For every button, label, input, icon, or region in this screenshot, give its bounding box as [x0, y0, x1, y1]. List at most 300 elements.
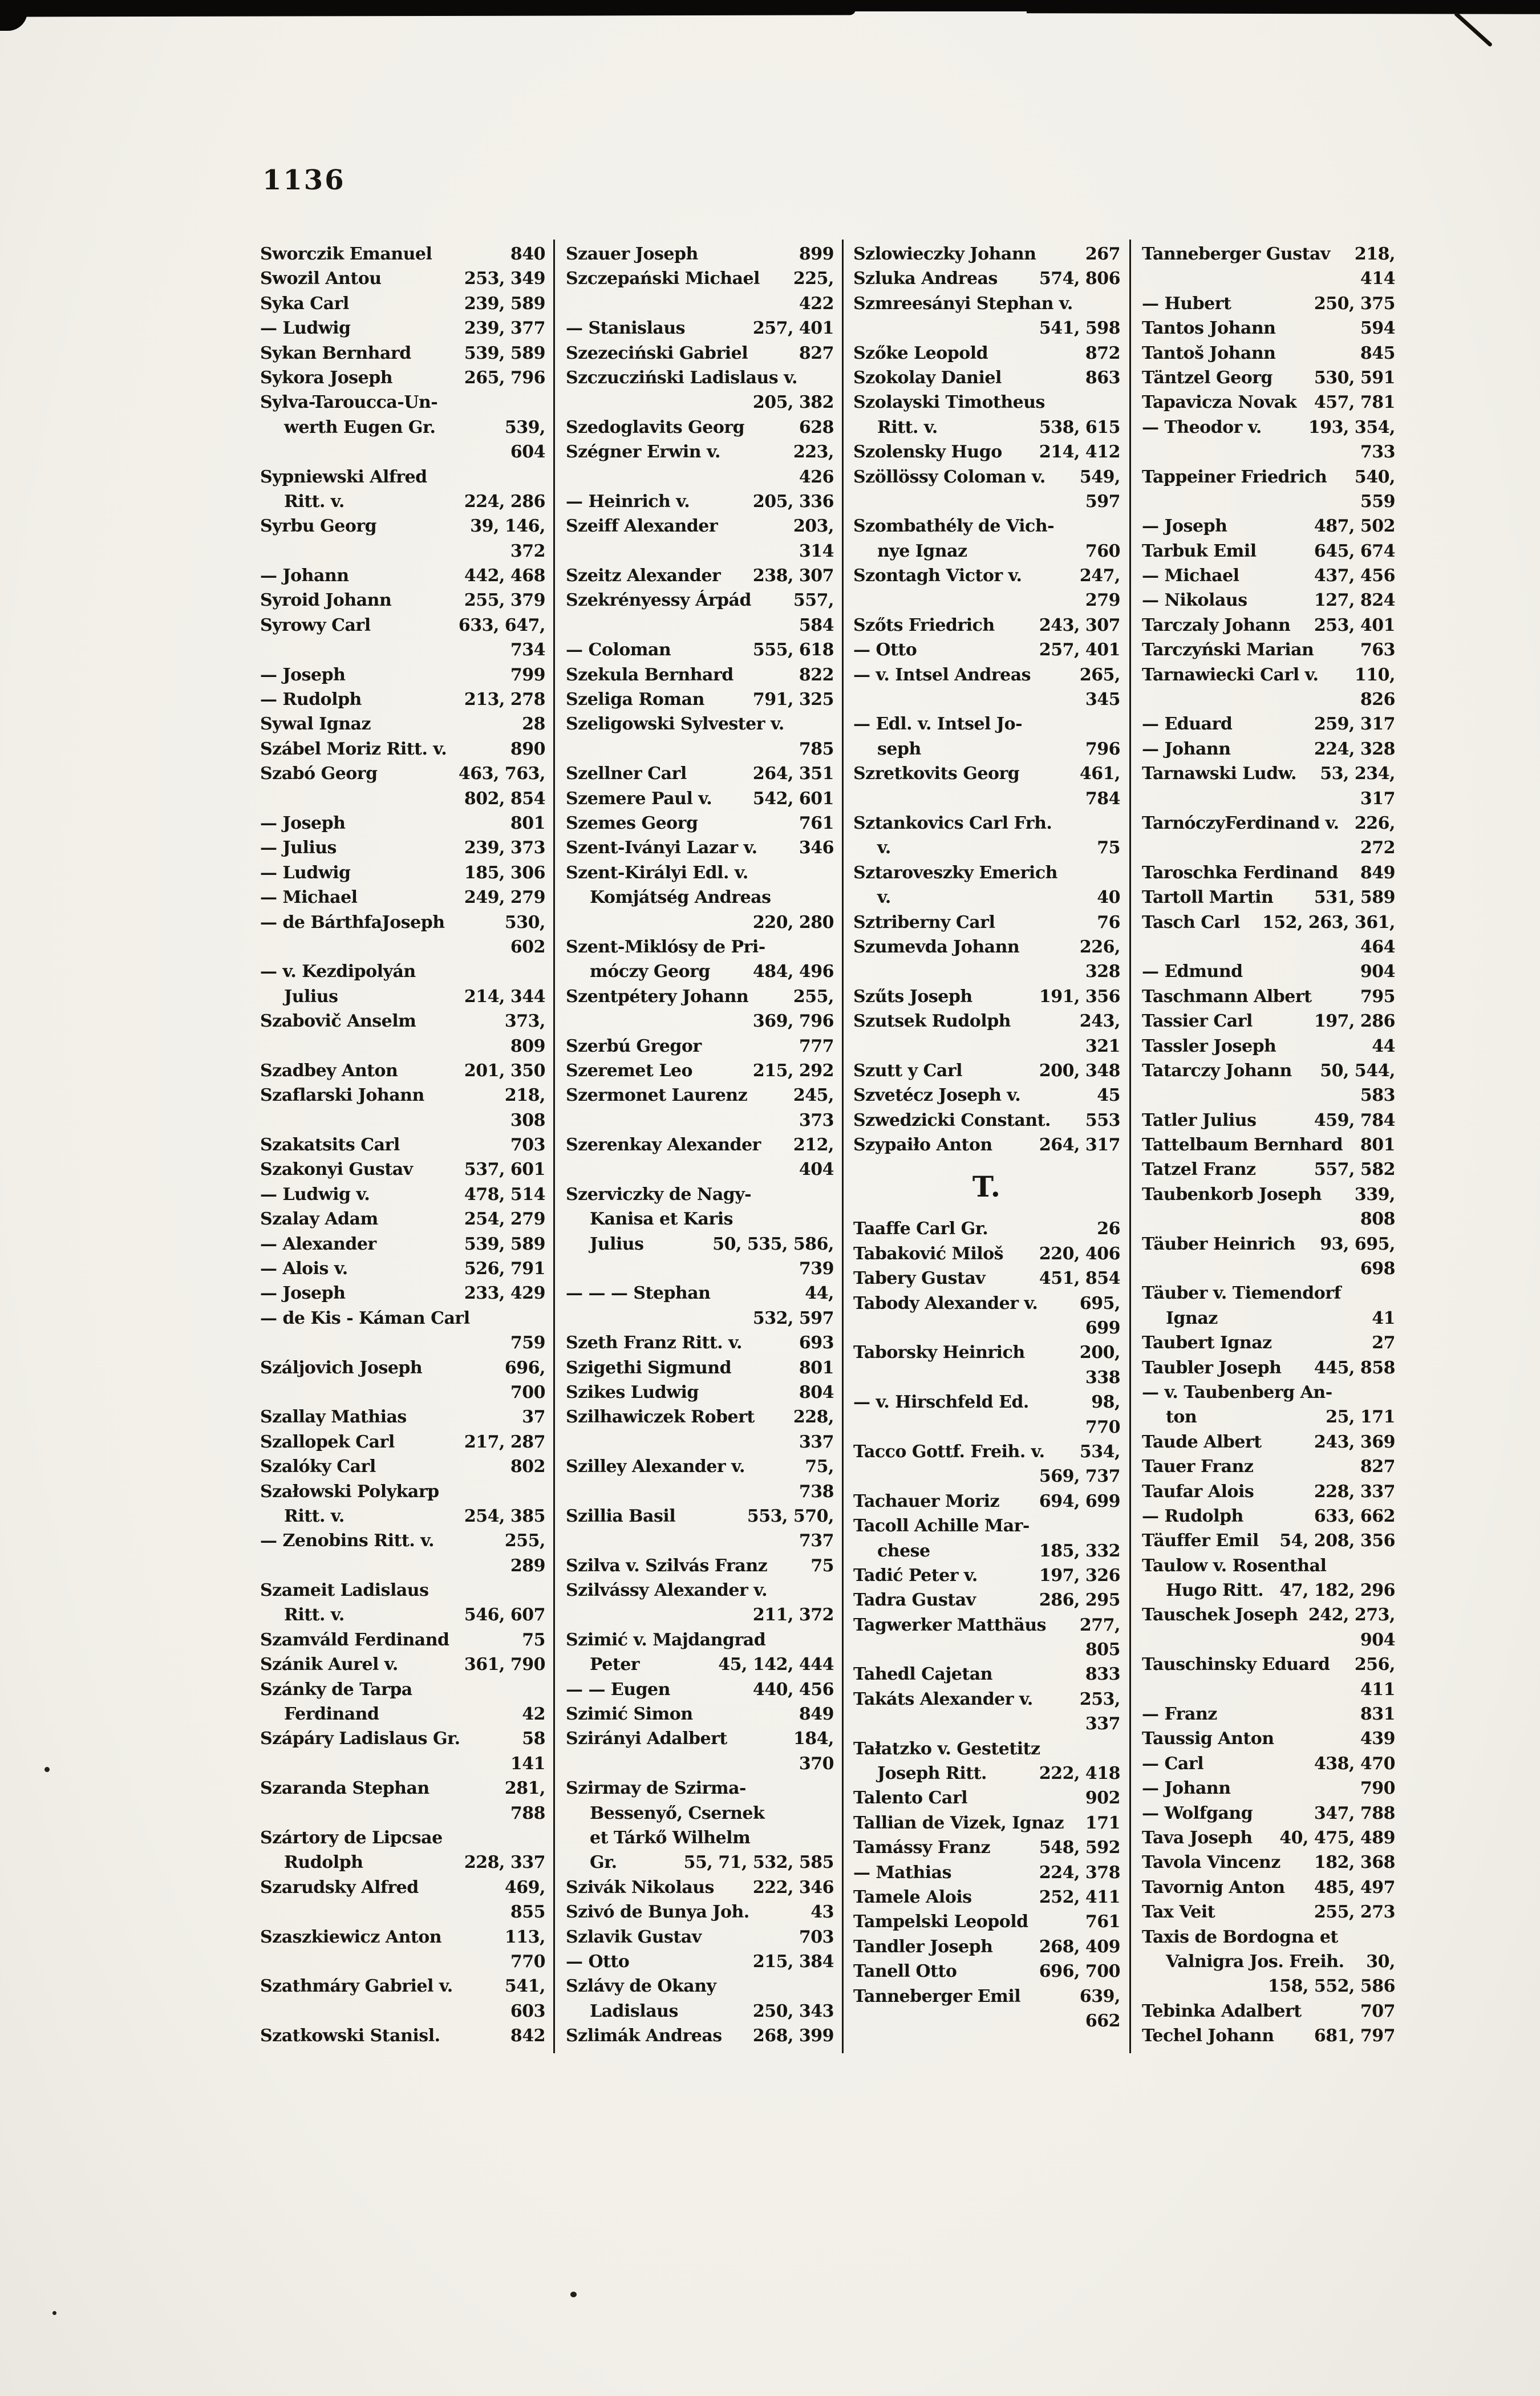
entry-name: Szeitz Alexander — [566, 566, 721, 586]
entry-name: Sztaroveszky Emerich — [853, 862, 1057, 883]
entry-pages: 696, — [504, 1357, 545, 1378]
entry-pages: 212, — [793, 1135, 834, 1156]
index-entry — [1142, 1059, 1395, 1083]
entry-pages: 633, 647, — [458, 615, 545, 635]
index-entry — [566, 1801, 834, 1826]
entry-pages: 289 — [510, 1555, 545, 1576]
index-entry — [853, 1984, 1120, 2009]
entry-pages: 842 — [510, 2026, 545, 2046]
index-entry — [853, 761, 1120, 786]
entry-name: Kanisa et Karis — [590, 1209, 733, 1230]
index-entry — [260, 1529, 545, 1553]
entry-pages: 42 — [522, 1704, 545, 1725]
entry-pages: 228, — [793, 1407, 834, 1428]
entry-name: Szimić Simon — [566, 1704, 693, 1725]
entry-name: Sztankovics Carl Frh. — [853, 813, 1052, 833]
entry-pages: 239, 377 — [464, 318, 545, 339]
entry-name: v. — [877, 838, 891, 858]
index-entry — [1142, 1454, 1395, 1479]
entry-name: Bessenyő, Csernek — [590, 1803, 765, 1823]
entry-pages: 645, 674 — [1314, 541, 1395, 561]
entry-pages: 761 — [799, 813, 834, 833]
entry-pages: 530, — [504, 912, 545, 933]
entry-name: — de Kis - Káman Carl — [260, 1308, 470, 1328]
entry-name: Syrowy Carl — [260, 615, 371, 635]
index-entry — [1142, 1479, 1395, 1504]
index-entry — [1142, 984, 1395, 1009]
index-entry — [1142, 1157, 1395, 1182]
entry-pages: 662 — [1085, 2010, 1120, 2031]
entry-pages: 253, 349 — [464, 269, 545, 289]
entry-pages: 214, 344 — [464, 986, 545, 1007]
index-entry — [1142, 1949, 1395, 1974]
index-entry — [1142, 266, 1395, 291]
entry-pages: 224, 328 — [1314, 739, 1395, 759]
index-entry — [260, 959, 545, 984]
index-entry — [260, 1133, 545, 1157]
entry-name: — Wolfgang — [1142, 1803, 1253, 1823]
index-entry — [566, 1826, 834, 1850]
index-entry — [1142, 1776, 1395, 1801]
index-entry — [1142, 1182, 1395, 1207]
entry-pages: 822 — [799, 664, 834, 685]
index-entry — [853, 341, 1120, 366]
index-entry — [853, 811, 1120, 836]
entry-pages: 804 — [799, 1382, 834, 1402]
index-entry — [1142, 861, 1395, 885]
entry-name: — Carl — [1142, 1753, 1203, 1774]
entry-name: Ritt. v. — [877, 417, 938, 437]
index-entry — [260, 489, 545, 514]
entry-pages: 200, 348 — [1039, 1060, 1120, 1081]
entry-name: Ritt. v. — [284, 1605, 345, 1625]
index-entry — [260, 1652, 545, 1677]
entry-name: Szápáry Ladislaus Gr. — [260, 1729, 460, 1749]
entry-name: — Ludwig v. — [260, 1184, 370, 1205]
entry-pages: 308 — [510, 1110, 545, 1130]
index-entry — [853, 1365, 1120, 1390]
index-entry — [853, 1291, 1120, 1316]
entry-pages: 541, 598 — [1039, 318, 1120, 339]
entry-pages: 40, 475, 489 — [1279, 1828, 1395, 1848]
index-entry — [853, 2009, 1120, 2033]
entry-pages: 763 — [1360, 640, 1395, 660]
entry-pages: 27 — [1372, 1333, 1395, 1353]
entry-name: — Otto — [853, 640, 917, 660]
index-entry — [1142, 1999, 1395, 2024]
index-entry — [853, 935, 1120, 959]
entry-name: Tahedl Cajetan — [853, 1664, 992, 1685]
entry-pages: 849 — [1360, 862, 1395, 883]
index-entry — [566, 1133, 834, 1157]
index-entry — [1142, 1331, 1395, 1355]
index-entry — [853, 1217, 1120, 1241]
index-entry — [566, 638, 834, 662]
index-entry — [260, 712, 545, 736]
index-entry — [566, 1306, 834, 1331]
index-entry — [1142, 539, 1395, 563]
entry-name: Szivó de Bunya Joh. — [566, 1902, 749, 1923]
entry-name: — Joseph — [260, 1283, 346, 1304]
entry-name: — v. Kezdipolyán — [260, 962, 416, 982]
entry-name: — Otto — [566, 1951, 630, 1972]
entry-name: Szent-Miklósy de Pri- — [566, 936, 765, 957]
index-entry — [260, 1677, 545, 1702]
entry-name: Szeth Franz Ritt. v. — [566, 1333, 742, 1353]
entry-name: Tarbuk Emil — [1142, 541, 1257, 561]
index-entry — [853, 316, 1120, 340]
index-entry — [260, 1430, 545, 1454]
entry-name: Szilley Alexander v. — [566, 1457, 745, 1477]
entry-name: — Joseph — [1142, 516, 1227, 537]
index-entry — [853, 266, 1120, 291]
index-entry — [1142, 1281, 1395, 1306]
entry-name: Ritt. v. — [284, 491, 345, 512]
entry-pages: 201, 350 — [464, 1060, 545, 1081]
entry-pages: 532, 597 — [752, 1308, 834, 1328]
index-entry — [853, 910, 1120, 935]
entry-pages: 770 — [510, 1951, 545, 1972]
entry-pages: 445, 858 — [1314, 1357, 1395, 1378]
index-entry — [853, 1935, 1120, 1959]
index-entry — [566, 1652, 834, 1677]
entry-pages: 370 — [799, 1753, 834, 1774]
entry-name: Tabody Alexander v. — [853, 1293, 1038, 1313]
index-entry — [260, 1009, 545, 1033]
entry-name: Tax Veit — [1142, 1902, 1215, 1923]
index-entry — [853, 836, 1120, 860]
entry-pages: 574, 806 — [1039, 269, 1120, 289]
entry-name: Szemere Paul v. — [566, 788, 712, 809]
entry-name: Szatkowski Stanisl. — [260, 2026, 440, 2046]
index-entry — [853, 1059, 1120, 1083]
index-entry — [566, 1974, 834, 1998]
entry-name: Szikes Ludwig — [566, 1382, 699, 1402]
index-entry — [566, 1776, 834, 1801]
index-entry — [1142, 1009, 1395, 1033]
entry-name: Tabaković Miloš — [853, 1243, 1004, 1264]
index-entry — [260, 1331, 545, 1355]
entry-name: Szumevda Johann — [853, 936, 1020, 957]
index-entry — [260, 1826, 545, 1850]
index-entry — [260, 316, 545, 340]
entry-pages: 272 — [1360, 838, 1395, 858]
entry-pages: 211, 372 — [752, 1605, 834, 1625]
index-entry — [1142, 712, 1395, 736]
index-entry — [260, 613, 545, 638]
entry-pages: 372 — [510, 541, 545, 561]
entry-pages: 442, 468 — [464, 566, 545, 586]
entry-pages: 250, 375 — [1314, 293, 1395, 314]
index-entry — [260, 1925, 545, 1949]
index-entry — [260, 885, 545, 910]
entry-pages: 451, 854 — [1039, 1268, 1120, 1289]
entry-pages: 487, 502 — [1314, 516, 1395, 537]
index-entry — [260, 786, 545, 811]
entry-pages: 694, 699 — [1039, 1491, 1120, 1511]
entry-name: Täuffer Emil — [1142, 1531, 1259, 1551]
index-entry — [1142, 1529, 1395, 1553]
scan-artifact-top-bar — [0, 6, 856, 17]
index-entry — [260, 242, 545, 266]
entry-name: Szokolay Daniel — [853, 367, 1002, 388]
entry-pages: 439 — [1360, 1729, 1395, 1749]
entry-name: Taroschka Ferdinand — [1142, 862, 1338, 883]
scan-artifact-corner — [0, 8, 27, 31]
index-entry — [566, 1207, 834, 1231]
index-entry — [853, 1340, 1120, 1365]
index-entry — [853, 291, 1120, 316]
index-entry — [853, 885, 1120, 910]
entry-name: Täuber v. Tiemendorf — [1142, 1283, 1341, 1304]
entry-name: — Nikolaus — [1142, 590, 1247, 611]
entry-name: Tappeiner Friedrich — [1142, 467, 1327, 487]
entry-name: Sywal Ignaz — [260, 714, 371, 735]
entry-pages: 698 — [1360, 1259, 1395, 1279]
index-entry — [566, 1356, 834, 1380]
entry-name: Szaszkiewicz Anton — [260, 1927, 442, 1947]
entry-name: Tantos Johann — [1142, 318, 1276, 339]
entry-pages: 222, 346 — [752, 1877, 834, 1898]
index-entry — [566, 316, 834, 340]
scan-artifact-speck — [52, 2311, 56, 2315]
entry-name: — Joseph — [260, 664, 346, 685]
index-entry — [566, 1331, 834, 1355]
entry-name: TarnóczyFerdinand v. — [1142, 813, 1339, 833]
entry-name: Szemes Georg — [566, 813, 698, 833]
index-entry — [566, 266, 834, 291]
index-entry — [853, 1662, 1120, 1686]
entry-name: Szombathély de Vich- — [853, 516, 1055, 537]
index-entry — [566, 1850, 834, 1875]
entry-name: Szakonyi Gustav — [260, 1160, 413, 1180]
index-entry — [1142, 1504, 1395, 1529]
entry-name: — Alexander — [260, 1234, 376, 1254]
entry-pages: 239, 589 — [464, 293, 545, 314]
index-entry — [566, 1454, 834, 1479]
entry-name: Szamváld Ferdinand — [260, 1629, 449, 1650]
entry-pages: 44, — [805, 1283, 834, 1304]
entry-name: Szlavik Gustav — [566, 1927, 702, 1947]
index-entry — [853, 737, 1120, 761]
index-entry — [566, 1752, 834, 1776]
index-entry — [566, 836, 834, 860]
index-entry — [260, 1504, 545, 1529]
entry-name: Szmreesányi Stephan v. — [853, 293, 1073, 314]
entry-pages: 37 — [522, 1407, 545, 1428]
index-entry — [566, 761, 834, 786]
entry-pages: 55, 71, 532, 585 — [683, 1852, 834, 1873]
index-entry — [566, 1182, 834, 1207]
entry-pages: 45, 142, 444 — [718, 1655, 834, 1675]
entry-pages: 224, 378 — [1039, 1862, 1120, 1883]
entry-pages: 799 — [510, 664, 545, 685]
entry-name: Taulow v. Rosenthal — [1142, 1555, 1327, 1576]
index-entry — [1142, 341, 1395, 366]
index-entry — [853, 1266, 1120, 1291]
entry-name: Szauer Joseph — [566, 244, 698, 264]
entry-pages: 739 — [799, 1259, 834, 1279]
entry-name: Hugo Ritt. — [1166, 1580, 1264, 1601]
index-entry — [853, 984, 1120, 1009]
index-entry — [1142, 1256, 1395, 1281]
entry-pages: 628 — [799, 417, 834, 437]
entry-pages: 546, 607 — [464, 1605, 545, 1625]
entry-name: Szutt y Carl — [853, 1060, 963, 1081]
entry-name: Tarnawski Ludw. — [1142, 764, 1296, 784]
entry-name: Julius — [284, 986, 338, 1007]
entry-name: — Edl. v. Intsel Jo- — [853, 714, 1023, 735]
entry-pages: 802, 854 — [464, 788, 545, 809]
entry-pages: 373 — [799, 1110, 834, 1130]
index-entry — [1142, 638, 1395, 662]
index-entry — [853, 638, 1120, 662]
index-entry — [260, 1578, 545, 1603]
index-entry — [260, 984, 545, 1009]
entry-pages: 594 — [1360, 318, 1395, 339]
entry-name: Taschmann Albert — [1142, 986, 1312, 1007]
index-entry — [1142, 1850, 1395, 1875]
entry-name: Szolayski Timotheus — [853, 392, 1045, 413]
entry-name: Szilhawiczek Robert — [566, 1407, 755, 1428]
entry-name: Szallay Mathias — [260, 1407, 407, 1428]
column-divider — [553, 240, 555, 2053]
index-entry — [1142, 1133, 1395, 1157]
entry-name: Peter — [590, 1655, 640, 1675]
entry-pages: 426 — [799, 467, 834, 487]
index-entry — [260, 638, 545, 662]
entry-name: — Coloman — [566, 640, 671, 660]
index-entry — [1142, 836, 1395, 860]
entry-pages: 171 — [1085, 1813, 1120, 1833]
index-entry — [1142, 1652, 1395, 1677]
entry-name: Sypniewski Alfred — [260, 467, 427, 487]
index-entry — [566, 242, 834, 266]
index-entry — [1142, 366, 1395, 390]
entry-name: — Rudolph — [260, 690, 362, 710]
entry-name: Taaffe Carl Gr. — [853, 1219, 988, 1239]
entry-pages: 193, 354, — [1308, 417, 1395, 437]
entry-name: Tassier Carl — [1142, 1011, 1253, 1032]
index-entry — [1142, 1752, 1395, 1776]
entry-pages: 205, 382 — [752, 392, 834, 413]
entry-pages: 197, 286 — [1314, 1011, 1395, 1032]
entry-pages: 784 — [1085, 788, 1120, 809]
index-entry — [260, 1083, 545, 1108]
entry-pages: 699 — [1085, 1318, 1120, 1339]
entry-pages: 801 — [510, 813, 545, 833]
entry-pages: 253, — [1079, 1689, 1120, 1709]
index-entry — [853, 712, 1120, 736]
index-entry — [260, 514, 545, 538]
index-entry — [260, 737, 545, 761]
index-entry — [260, 1726, 545, 1751]
entry-name: Sykora Joseph — [260, 367, 393, 388]
entry-name: Tantoš Johann — [1142, 343, 1276, 363]
entry-name: werth Eugen Gr. — [284, 417, 436, 437]
entry-name: — Joseph — [260, 813, 346, 833]
entry-name: Sykan Bernhard — [260, 343, 411, 363]
entry-name: Szretkovits Georg — [853, 764, 1020, 784]
index-entry — [260, 390, 545, 415]
index-entry — [1142, 910, 1395, 935]
entry-name: Szalay Adam — [260, 1209, 378, 1230]
entry-name: v. — [877, 887, 891, 908]
entry-pages: 801 — [1360, 1135, 1395, 1156]
section-heading — [853, 1157, 1120, 1217]
entry-name: Szlowieczky Johann — [853, 244, 1036, 264]
entry-pages: 281, — [504, 1778, 545, 1799]
entry-name: — Johann — [1142, 739, 1231, 759]
entry-name: — Michael — [260, 887, 358, 908]
entry-pages: 76 — [1097, 912, 1120, 933]
entry-name: Szerenkay Alexander — [566, 1135, 761, 1156]
entry-pages: 538, 615 — [1039, 417, 1120, 437]
entry-pages: 602 — [510, 936, 545, 957]
entry-name: — Ludwig — [260, 318, 351, 339]
index-entry — [1142, 1974, 1395, 1998]
entry-pages: 28 — [522, 714, 545, 735]
index-entry — [260, 1949, 545, 1974]
entry-name: — — Eugen — [566, 1679, 670, 1700]
entry-name: Szaranda Stephan — [260, 1778, 429, 1799]
index-entry — [260, 1628, 545, 1652]
index-entry — [566, 489, 834, 514]
index-entry — [853, 1959, 1120, 1984]
entry-name: Szerbú Gregor — [566, 1036, 702, 1056]
entry-name: Szwedzicki Constant. — [853, 1110, 1051, 1130]
index-entry — [1142, 390, 1395, 415]
index-entry — [1142, 811, 1395, 836]
entry-pages: 228, 337 — [464, 1852, 545, 1873]
entry-pages: 485, 497 — [1314, 1877, 1395, 1898]
index-entry — [566, 737, 834, 761]
entry-pages: 58 — [522, 1729, 545, 1749]
entry-pages: 238, 307 — [752, 566, 834, 586]
index-entry — [566, 1529, 834, 1553]
index-entry — [566, 1504, 834, 1529]
index-entry — [566, 1009, 834, 1033]
index-entry — [853, 514, 1120, 538]
entry-name: — Mathias — [853, 1862, 951, 1883]
entry-pages: 603 — [510, 2001, 545, 2021]
entry-pages: 534, — [1079, 1441, 1120, 1462]
entry-name: Szigethi Sigmund — [566, 1357, 732, 1378]
entry-name: Syroid Johann — [260, 590, 392, 611]
entry-name: Tachauer Moriz — [853, 1491, 1000, 1511]
entry-pages: 255, — [504, 1531, 545, 1551]
index-entry — [260, 861, 545, 885]
entry-pages: 540, — [1354, 467, 1395, 487]
index-entry — [853, 1390, 1120, 1414]
entry-pages: 213, 278 — [464, 690, 545, 710]
entry-name: — Julius — [260, 838, 337, 858]
entry-name: Tatler Julius — [1142, 1110, 1257, 1130]
index-entry — [566, 1059, 834, 1083]
index-entry — [853, 959, 1120, 984]
index-entry — [260, 440, 545, 464]
entry-name: Julius — [590, 1234, 644, 1254]
index-entry — [853, 539, 1120, 563]
index-entry — [566, 786, 834, 811]
entry-pages: 569, 737 — [1039, 1466, 1120, 1487]
entry-name: ton — [1166, 1407, 1197, 1428]
entry-name: Szánky de Tarpa — [260, 1679, 412, 1700]
entry-name: Szerviczky de Nagy- — [566, 1184, 752, 1205]
entry-name: Szeliga Roman — [566, 690, 704, 710]
index-entry — [1142, 959, 1395, 984]
index-entry — [566, 465, 834, 489]
